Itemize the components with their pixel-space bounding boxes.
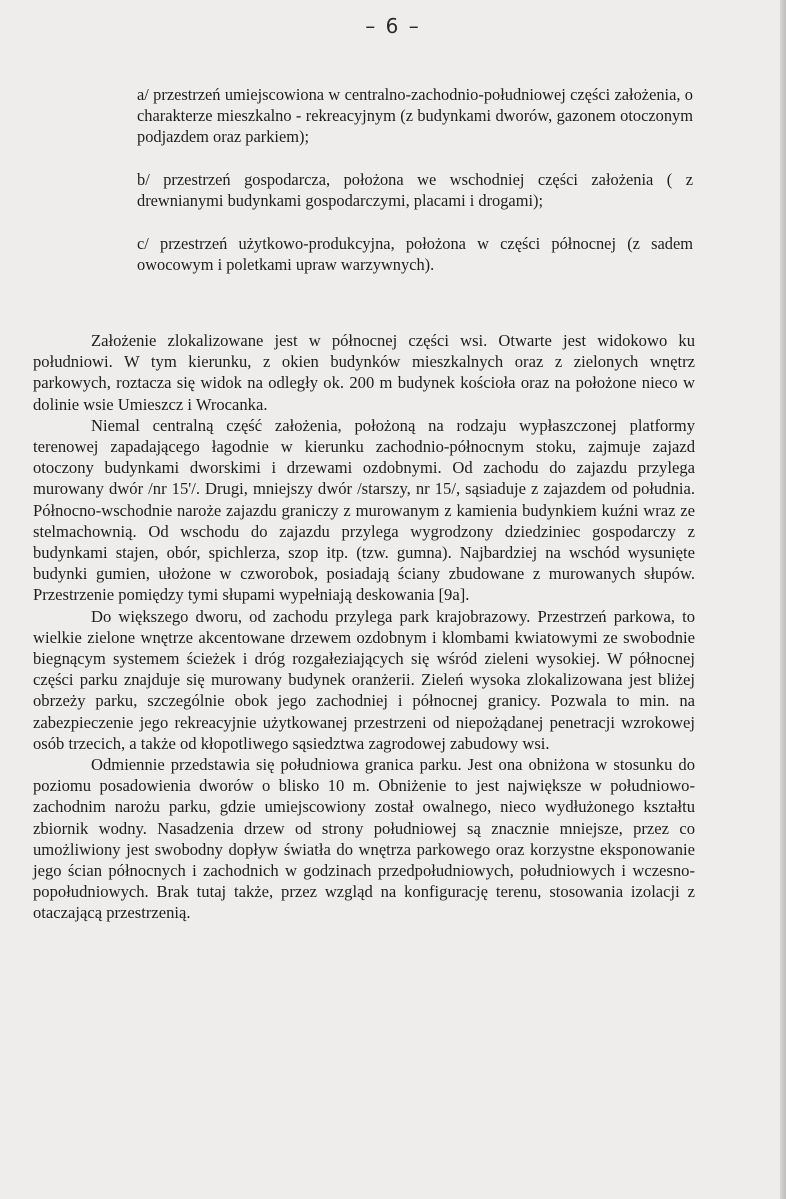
paragraph-location: Założenie zlokalizowane jest w północnej części wsi. Otwarte jest widokowo ku południowi. W tym kierunku, z okien budynków mieszkalnych oraz z zielonych wnętrz parkowych, roztacza się widok na odległy ok. 200 m budynek kościoła oraz na położone nieco w dolinie wsie Umieszcz i Wrocanka.: [33, 331, 695, 414]
page-number: – 6 –: [365, 14, 421, 38]
list-item-b: b/ przestrzeń gospodarcza, położona we wschodniej części założenia ( z drewnianymi budynkami gospodarczymi, placami i drogami);: [137, 170, 693, 210]
space-list: [137, 84, 693, 297]
paragraph-layout: Niemal centralną część założenia, położoną na rodzaju wypłaszczonej platformy terenowej zapadającego łagodnie w kierunku zachodnio-północnym stoku, zajmuje zajazd otoczony budynkami dworskimi i drzewami ozdobnymi. Od zachodu do zajazdu przylega murowany dwór /nr 15'/. Drugi, mniejszy dwór /starszy, nr 15/, sąsiaduje z zajazdem od południa. Północno-wschodnie naroże zajazdu graniczy z murowanym z kamienia budynkiem kuźni wraz ze stelmachownią. Od wschodu do zajazdu przylega wygrodzony dziedziniec gospodarczy z budynkami stajen, obór, spichlerza, szop itp. (tzw. gumna). Najbardziej na wschód wysunięte budynki gumien, ułożone w czworobok, posiadają ściany zbudowane z murowanych słupów. Przestrzenie pomiędzy tymi słupami wypełniają deskowania [9a].: [33, 415, 695, 605]
page-edge: [780, 0, 786, 1199]
list-item-c: c/ przestrzeń użytkowo-produkcyjna, położona w części północnej (z sadem owocowym i poletkami upraw warzywnych).: [137, 234, 693, 274]
list-item-a: a/ przestrzeń umiejscowiona w centralno-zachodnio-południowej części założenia, o charakterze mieszkalno - rekreacyjnym (z budynkami dworów, gazonem otoczonym podjazdem oraz parkiem);: [137, 85, 693, 146]
paragraph-park: Do większego dworu, od zachodu przylega park krajobrazowy. Przestrzeń parkowa, to wielkie zielone wnętrze akcentowane drzewem ozdobnym i klombami kwiatowymi ze swobodnie biegnącym systemem ścieżek i dróg rozgałeziających się wśród zieleni wysokiej. W północnej części parku znajduje się murowany budynek oranżerii. Zieleń wysoka zlokalizowana jest bliżej obrzeży parku, szczególnie obok jego zachodniej i północnej granicy. Pozwala to min. na zabezpieczenie jego rekreacyjnie użytkowanej przestrzeni od niepożądanej penetracji wzrokowej osób trzecich, a także od kłopotliwego sąsiedztwa zagrodowej zabudowy wsi.: [33, 606, 695, 753]
body-text: [33, 330, 695, 924]
paragraph-south-border: Odmiennie przedstawia się południowa granica parku. Jest ona obniżona w stosunku do poziomu posadowienia dworów o blisko 10 m. Obniżenie to jest największe w południowo-zachodnim narożu parku, gdzie umiejscowiony został owalnego, nieco wydłużonego kształtu zbiornik wodny. Nasadzenia drzew od strony południowej są znacznie mniejsze, przez co umożliwiony jest swobodny dopływ światła do wnętrza parkowego oraz korzystne eksponowanie jego ścian północnych i zachodnich w godzinach przedpołudniowych, południowych i wczesno-popołudniowych. Brak tutaj także, przez wzgląd na konfigurację terenu, stosowania izolacji z otaczającą przestrzenią.: [33, 755, 695, 923]
